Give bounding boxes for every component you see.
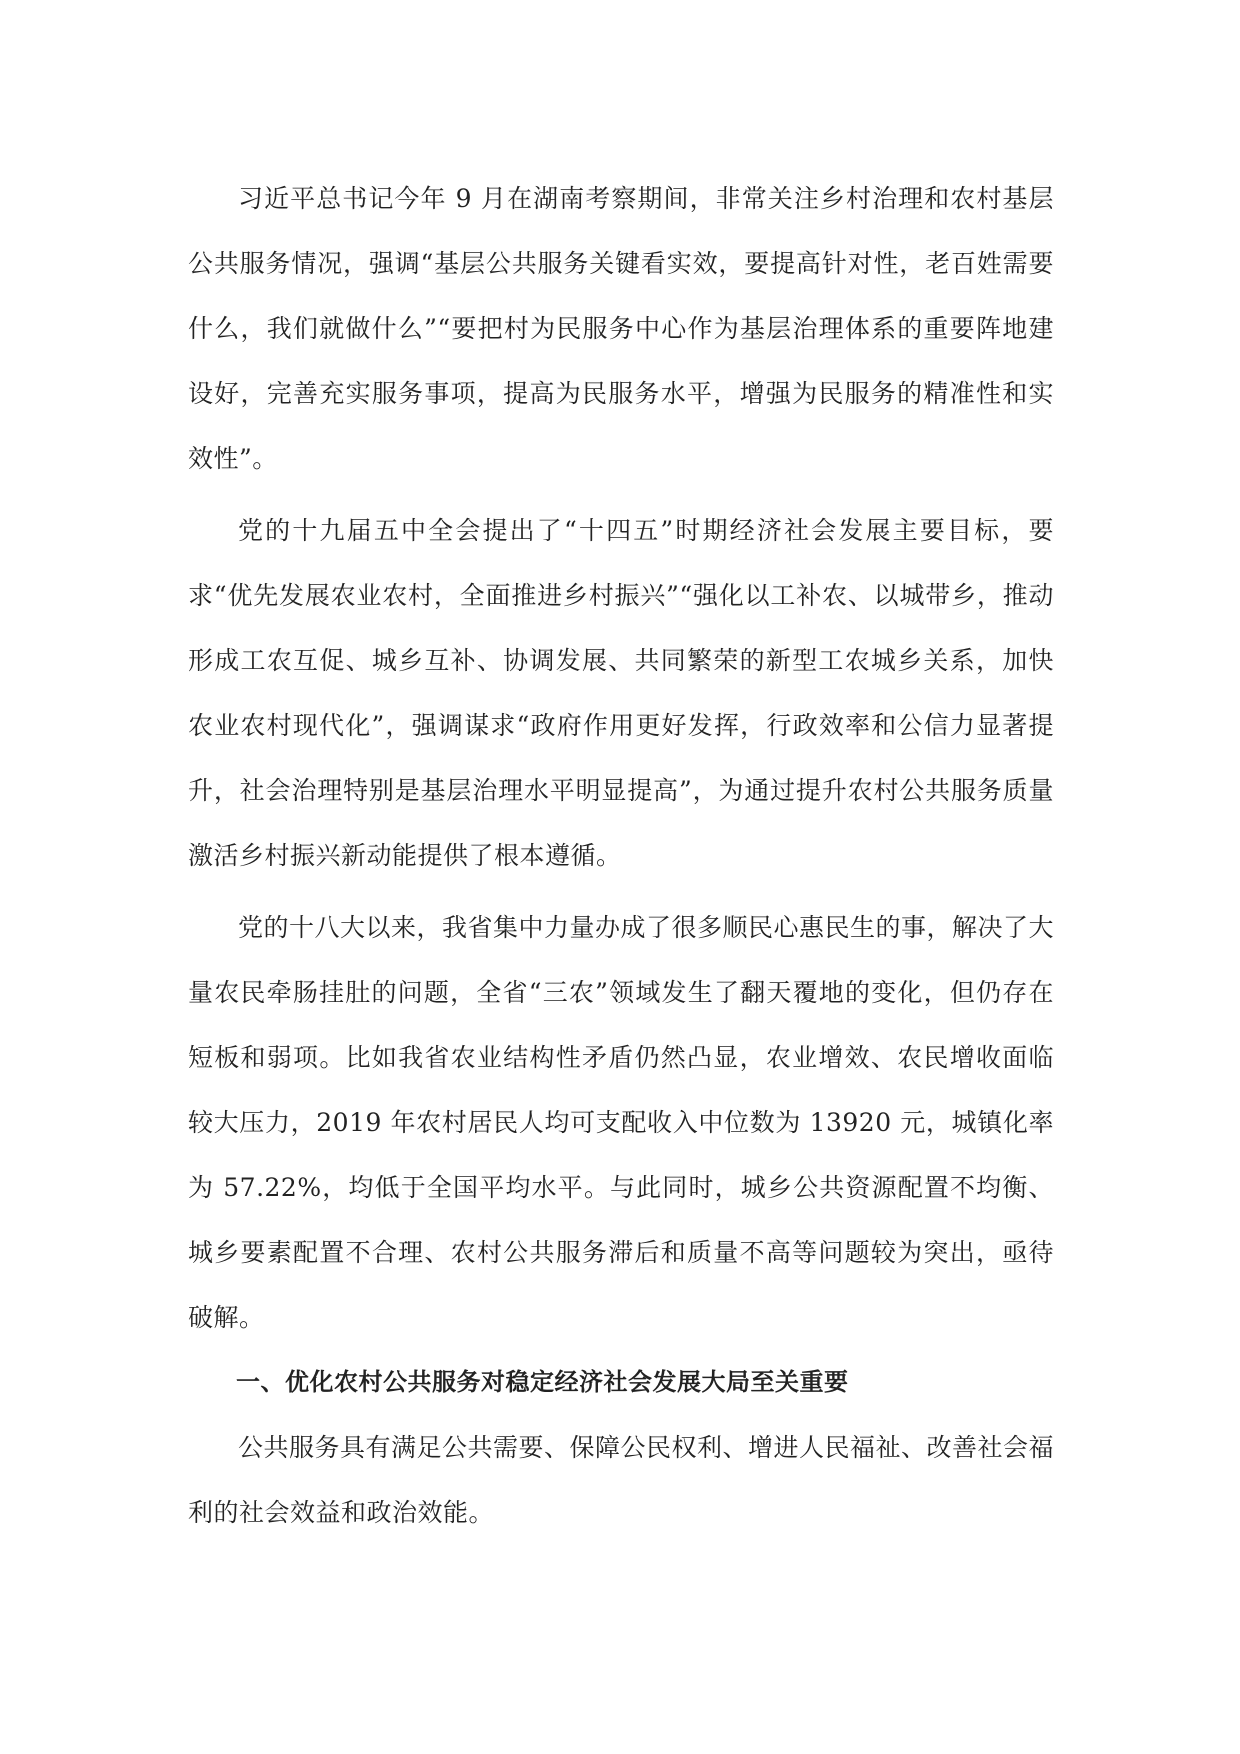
document-body: [188, 166, 1054, 1545]
section-heading: 一、优化农村公共服务对稳定经济社会发展大局至关重要: [236, 1368, 849, 1396]
paragraph-3: 党的十八大以来，我省集中力量办成了很多顺民心惠民生的事，解决了大量农民牵肠挂肚的问题，全省“三农”领域发生了翻天覆地的变化，但仍存在短板和弱项。比如我省农业结构性矛盾仍然凸显，农业增效、农民增收面临较大压力，2019 年农村居民人均可支配收入中位数为 13920 元，城镇化率为 57.22%，均低于全国平均水平。与此同时，城乡公共资源配置不均衡、城乡要素配置不合理、农村公共服务滞后和质量不高等问题较为突出，亟待破解。: [188, 913, 1055, 1332]
paragraph-2: 党的十九届五中全会提出了“十四五”时期经济社会发展主要目标，要求“优先发展农业农村，全面推进乡村振兴”“强化以工补农、以城带乡，推动形成工农互促、城乡互补、协调发展、共同繁荣的新型工农城乡关系，加快农业农村现代化”，强调谋求“政府作用更好发挥，行政效率和公信力显著提升，社会治理特别是基层治理水平明显提高”，为通过提升农村公共服务质量激活乡村振兴新动能提供了根本遵循。: [188, 516, 1054, 870]
paragraph-1: 习近平总书记今年 9 月在湖南考察期间，非常关注乡村治理和农村基层公共服务情况，强调“基层公共服务关键看实效，要提高针对性，老百姓需要什么，我们就做什么”“要把村为民服务中心作为基层治理体系的重要阵地建设好，完善充实服务事项，提高为民服务水平，增强为民服务的精准性和实效性”。: [188, 184, 1054, 473]
section-paragraph: 公共服务具有满足公共需要、保障公民权利、增进人民福祉、改善社会福利的社会效益和政治效能。: [188, 1433, 1055, 1527]
